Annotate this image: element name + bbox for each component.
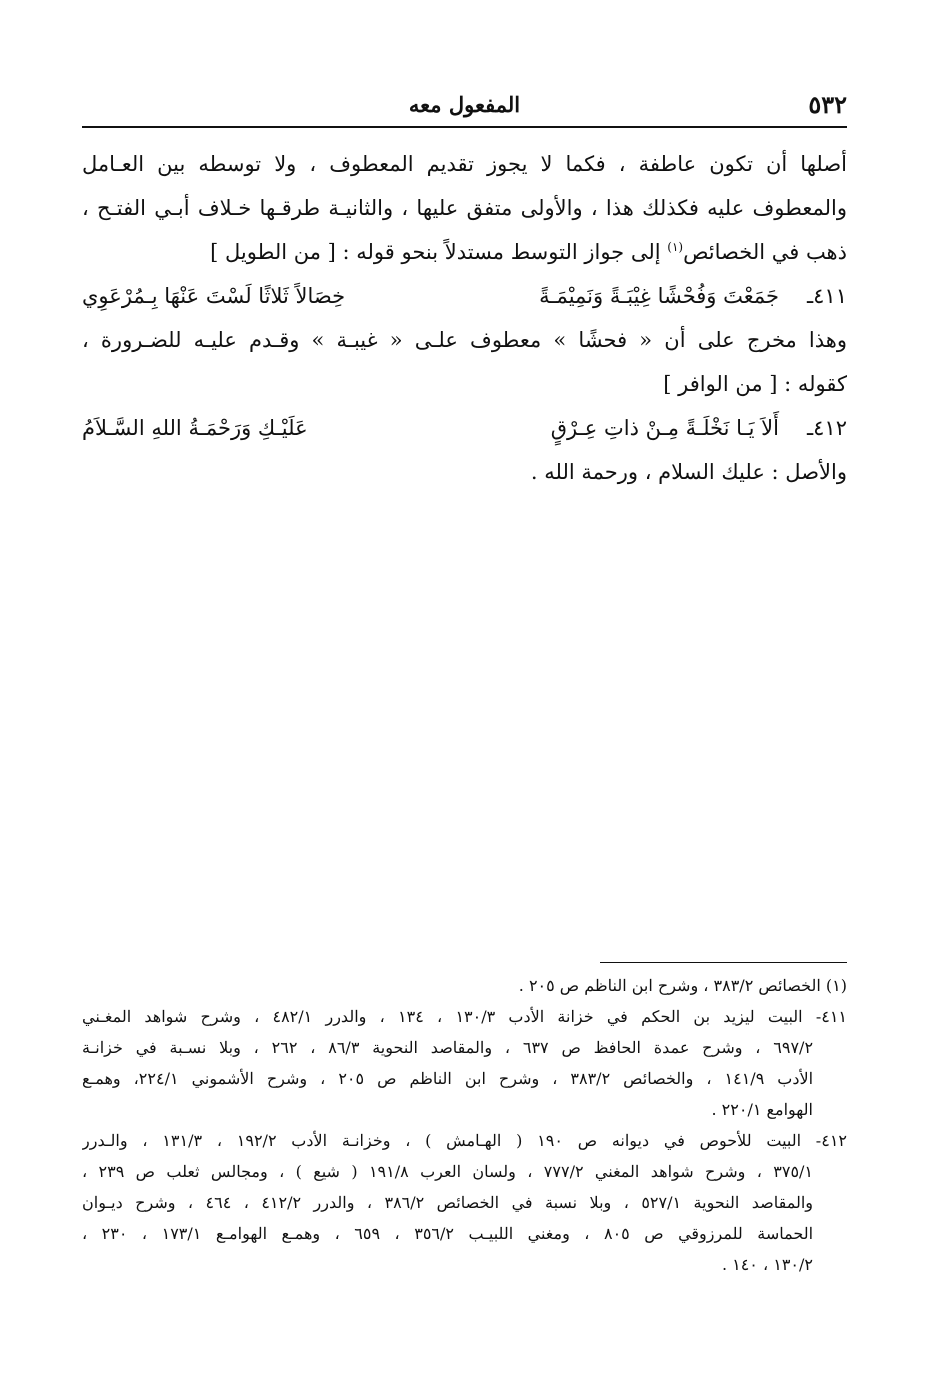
footnotes [82, 970, 847, 1280]
verse-number: ٤١٢ـ [807, 416, 847, 440]
page-number: ٥٣٢ [808, 90, 847, 119]
footnote-411-line: ٦٩٧/٢ ، وشرح عمدة الحافظ ص ٦٣٧ ، والمقاصد النحوية ٨٦/٣ ، ٢٦٢ ، وبلا نسـبة في خزانـة [82, 1038, 814, 1057]
text-fragment: إلى جواز التوسط مستدلاً بنحو قوله : [ من الطويل ] [210, 240, 668, 264]
footnote-marker[interactable]: (١) [667, 240, 684, 254]
footnote-411-line: ٤١١- البيت ليزيد بن الحكم في خزانة الأدب ١٣٠/٣ ، ١٣٤ ، والدرر ٤٨٢/١ ، وشرح شواهد المغـني [82, 1007, 847, 1026]
page-header [82, 88, 847, 128]
footnote-412-line: الحماسة للمرزوقي ص ٨٠٥ ، ومغني اللبيـب ٣٥٦/٢ ، ٦٥٩ ، وهمـع الهوامـع ١٧٣/١ ، ٢٣٠ ، [82, 1224, 814, 1243]
footnote-412-line: والمقاصد النحوية ٥٢٧/١ ، وبلا نسبة في الخصائص ٣٨٦/٢ ، والدرر ٤١٢/٢ ، ٤٦٤ ، وشرح ديـوان [82, 1193, 813, 1212]
text-line: والأصل : عليك السلام ، ورحمة الله . [530, 460, 847, 484]
text-line: وهذا مخرج على أن « فحشًا » معطوف علـى « غيبـة » وقـدم عليـه للضـرورة ، [82, 328, 847, 352]
footnote-411-line: الهوامع ٢٢٠/١ . [711, 1100, 813, 1119]
verse-first-hemistich: أَلاَ يَـا نَخْلَـةً مِـنْ ذاتِ عِـرْقٍ [550, 416, 779, 440]
footnote-separator [600, 962, 847, 963]
verse-second-hemistich: عَلَيْـكِ وَرَحْمَـةُ اللهِ السَّـلاَمُ [82, 416, 308, 440]
verse-first-hemistich: جَمَعْتَ وَفُحْشًا غِيْبَـةً وَنَمِيْمَـةً [539, 284, 779, 308]
footnote-412-line: ٣٧٥/١ ، وشرح شواهد المغني ٧٧٧/٢ ، ولسان العرب ١٩١/٨ ( شيع ) ، ومجالس ثعلب ص ٢٣٩ ، [82, 1162, 814, 1181]
main-text [82, 142, 847, 494]
running-title: المفعول معه [408, 92, 521, 117]
footnote-412-line: ١٣٠/٢ ، ١٤٠ . [721, 1255, 813, 1274]
verse-number: ٤١١ـ [807, 284, 847, 308]
text-line: أصلها أن تكون عاطفة ، فكما لا يجوز تقديم المعطوف ، ولا توسطه بين العـامل [82, 152, 847, 176]
footnote-411-line: الأدب ١٤١/٩ ، والخصائص ٣٨٣/٢ ، وشرح ابن الناظم ص ٢٠٥ ، وشرح الأشموني ٢٢٤/١، وهمـع [82, 1069, 814, 1088]
verse-second-hemistich: خِصَالاً ثَلاثًا لَسْتَ عَنْهَا بِـمُرْعَوِي [82, 284, 346, 308]
text-fragment: ذهب في الخصائص [683, 240, 847, 264]
text-line [82, 230, 847, 274]
text-line: والمعطوف عليه فكذلك هذا ، والأولى متفق عليها ، والثانيـة طرقـها خـلاف أبـي الفتـح ، [82, 196, 847, 220]
footnote-1: (١) الخصائص ٣٨٣/٢ ، وشرح ابن الناظم ص ٢٠٥ . [518, 976, 847, 995]
text-line: كقوله : [ من الوافر ] [663, 372, 847, 396]
verse-412 [82, 406, 847, 450]
footnote-412-line: ٤١٢- البيت للأحوص في ديوانه ص ١٩٠ ( الهـامش ) ، وخزانـة الأدب ١٩٢/٢ ، ١٣١/٣ ، والـدرر [82, 1131, 847, 1150]
verse-411 [82, 274, 847, 318]
